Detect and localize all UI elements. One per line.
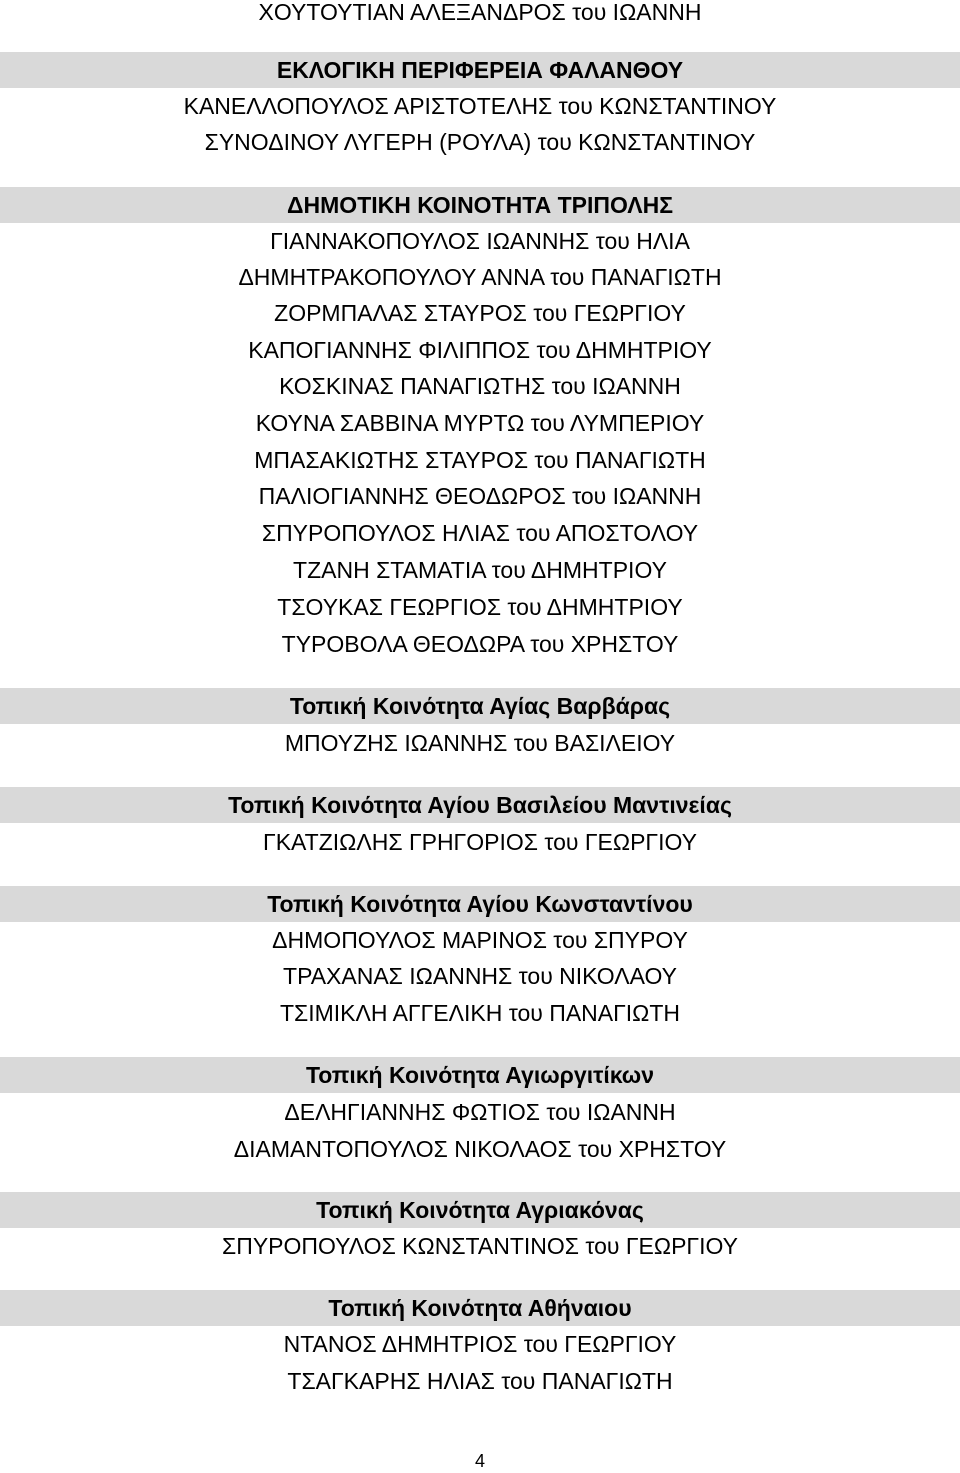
name-line: ΚΟΣΚΙΝΑΣ ΠΑΝΑΓΙΩΤΗΣ του ΙΩΑΝΝΗ bbox=[279, 373, 681, 399]
name-line: ΣΥΝΟΔΙΝΟΥ ΛΥΓΕΡΗ (ΡΟΥΛΑ) του ΚΩΝΣΤΑΝΤΙΝΟΥ bbox=[204, 129, 756, 155]
name-line: ΣΠΥΡΟΠΟΥΛΟΣ ΗΛΙΑΣ του ΑΠΟΣΤΟΛΟΥ bbox=[261, 520, 699, 546]
section-heading: Τοπική Κοινότητα Αγίου Βασιλείου Μαντινείας bbox=[0, 787, 960, 823]
continued-name-line: ΧΟΥΤΟΥΤΙΑΝ ΑΛΕΞΑΝΔΡΟΣ του ΙΩΑΝΝΗ bbox=[258, 0, 702, 25]
name-line: ΤΖΑΝΗ ΣΤΑΜΑΤΙΑ του ΔΗΜΗΤΡΙΟΥ bbox=[293, 557, 667, 583]
name-line: ΜΠΟΥΖΗΣ ΙΩΑΝΝΗΣ του ΒΑΣΙΛΕΙΟΥ bbox=[284, 730, 676, 756]
name-line: ΔΙΑΜΑΝΤΟΠΟΥΛΟΣ ΝΙΚΟΛΑΟΣ του ΧΡΗΣΤΟΥ bbox=[233, 1136, 727, 1162]
name-line: ΜΠΑΣΑΚΙΩΤΗΣ ΣΤΑΥΡΟΣ του ΠΑΝΑΓΙΩΤΗ bbox=[254, 447, 706, 473]
section-heading: Τοπική Κοινότητα Αγίου Κωνσταντίνου bbox=[0, 886, 960, 922]
name-line: ΤΣΑΓΚΑΡΗΣ ΗΛΙΑΣ του ΠΑΝΑΓΙΩΤΗ bbox=[287, 1368, 673, 1394]
name-line: ΤΣΙΜΙΚΛΗ ΑΓΓΕΛΙΚΗ του ΠΑΝΑΓΙΩΤΗ bbox=[279, 1000, 681, 1026]
name-line: ΤΥΡΟΒΟΛΑ ΘΕΟΔΩΡΑ του ΧΡΗΣΤΟΥ bbox=[281, 631, 679, 657]
name-line: ΤΡΑΧΑΝΑΣ ΙΩΑΝΝΗΣ του ΝΙΚΟΛΑΟΥ bbox=[283, 963, 677, 989]
page-number: 4 bbox=[474, 1451, 485, 1471]
section-heading: Τοπική Κοινότητα Αθήναιου bbox=[0, 1290, 960, 1326]
name-line: ΔΗΜΟΠΟΥΛΟΣ ΜΑΡΙΝΟΣ του ΣΠΥΡΟΥ bbox=[272, 927, 688, 953]
name-line: ΓΚΑΤΖΙΩΛΗΣ ΓΡΗΓΟΡΙΟΣ του ΓΕΩΡΓΙΟΥ bbox=[263, 829, 697, 855]
name-line: ΚΑΠΟΓΙΑΝΝΗΣ ΦΙΛΙΠΠΟΣ του ΔΗΜΗΤΡΙΟΥ bbox=[248, 337, 712, 363]
section-heading: Τοπική Κοινότητα Αγριακόνας bbox=[0, 1192, 960, 1228]
name-line: ΝΤΑΝΟΣ ΔΗΜΗΤΡΙΟΣ του ΓΕΩΡΓΙΟΥ bbox=[283, 1331, 677, 1357]
section-heading: Τοπική Κοινότητα Αγιωργιτίκων bbox=[0, 1057, 960, 1093]
name-line: ΣΠΥΡΟΠΟΥΛΟΣ ΚΩΝΣΤΑΝΤΙΝΟΣ του ΓΕΩΡΓΙΟΥ bbox=[222, 1233, 738, 1259]
name-line: ΤΣΟΥΚΑΣ ΓΕΩΡΓΙΟΣ του ΔΗΜΗΤΡΙΟΥ bbox=[277, 594, 683, 620]
name-line: ΔΕΛΗΓΙΑΝΝΗΣ ΦΩΤΙΟΣ του ΙΩΑΝΝΗ bbox=[284, 1099, 676, 1125]
name-line: ΔΗΜΗΤΡΑΚΟΠΟΥΛΟΥ ΑΝΝΑ του ΠΑΝΑΓΙΩΤΗ bbox=[238, 264, 722, 290]
name-line: ΠΑΛΙΟΓΙΑΝΝΗΣ ΘΕΟΔΩΡΟΣ του ΙΩΑΝΝΗ bbox=[258, 483, 702, 509]
section-heading: ΔΗΜΟΤΙΚΗ ΚΟΙΝΟΤΗΤΑ ΤΡΙΠΟΛΗΣ bbox=[0, 187, 960, 223]
name-line: ΚΑΝΕΛΛΟΠΟΥΛΟΣ ΑΡΙΣΤΟΤΕΛΗΣ του ΚΩΝΣΤΑΝΤΙΝΟΥ bbox=[183, 93, 777, 119]
name-line: ΖΟΡΜΠΑΛΑΣ ΣΤΑΥΡΟΣ του ΓΕΩΡΓΙΟΥ bbox=[274, 300, 686, 326]
section-heading: Τοπική Κοινότητα Αγίας Βαρβάρας bbox=[0, 688, 960, 724]
name-line: ΚΟΥΝΑ ΣΑΒΒΙΝΑ ΜΥΡΤΩ του ΛΥΜΠΕΡΙΟΥ bbox=[255, 410, 705, 436]
name-line: ΓΙΑΝΝΑΚΟΠΟΥΛΟΣ ΙΩΑΝΝΗΣ του ΗΛΙΑ bbox=[270, 228, 690, 254]
section-heading: ΕΚΛΟΓΙΚΗ ΠΕΡΙΦΕΡΕΙΑ ΦΑΛΑΝΘΟΥ bbox=[0, 52, 960, 88]
